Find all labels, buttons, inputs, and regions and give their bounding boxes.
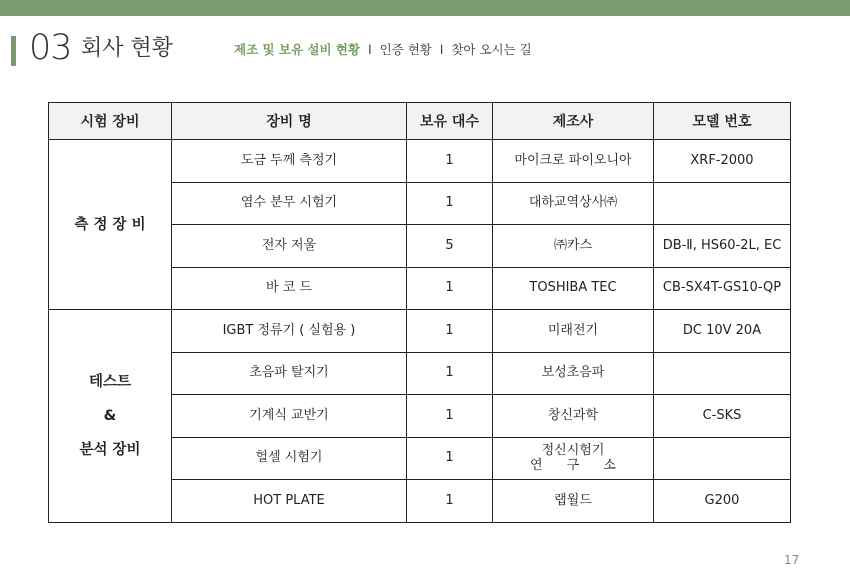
- column-header-manufacturer: 제조사: [493, 103, 654, 140]
- manufacturer-line: 연 구 소: [530, 458, 626, 474]
- cell-quantity: 1: [407, 140, 493, 183]
- cell-quantity: 1: [407, 182, 493, 225]
- cell-quantity: 5: [407, 225, 493, 268]
- group-label-measurement: [49, 140, 172, 310]
- cell-manufacturer: [493, 437, 654, 480]
- nav-item-facilities[interactable]: 제조 및 보유 설비 현황: [234, 42, 361, 57]
- top-banner-bar: [0, 0, 850, 16]
- cell-quantity: 1: [407, 480, 493, 523]
- group-label-line: 테스트: [88, 373, 132, 390]
- page-number: 17: [784, 553, 800, 567]
- cell-quantity: 1: [407, 437, 493, 480]
- cell-manufacturer: 창신과학: [493, 395, 654, 438]
- cell-model-number: C-SKS: [654, 395, 791, 438]
- cell-manufacturer: 보성초음파: [493, 352, 654, 395]
- column-header-quantity: 보유 대수: [407, 103, 493, 140]
- cell-model-number: [654, 437, 791, 480]
- column-header-model-number: 모델 번호: [654, 103, 791, 140]
- cell-equipment-name: HOT PLATE: [172, 480, 407, 523]
- cell-equipment-name: IGBT 정류기 ( 실험용 ): [172, 310, 407, 353]
- cell-manufacturer: 랩월드: [493, 480, 654, 523]
- section-accent-bar: [11, 36, 16, 66]
- cell-model-number: DB-Ⅱ, HS60-2L, EC: [654, 225, 791, 268]
- cell-manufacturer: 마이크로 파이오니아: [493, 140, 654, 183]
- cell-equipment-name: 기계식 교반기: [172, 395, 407, 438]
- cell-quantity: 1: [407, 310, 493, 353]
- group-label-line: 측 정 장 비: [74, 216, 146, 233]
- cell-model-number: DC 10V 20A: [654, 310, 791, 353]
- group-label-line: &: [103, 407, 117, 424]
- cell-equipment-name: 도금 두께 측정기: [172, 140, 407, 183]
- cell-quantity: 1: [407, 395, 493, 438]
- cell-model-number: XRF-2000: [654, 140, 791, 183]
- manufacturer-line: 정신시험기: [541, 443, 605, 459]
- cell-equipment-name: 전자 저울: [172, 225, 407, 268]
- cell-equipment-name: 헐셀 시험기: [172, 437, 407, 480]
- group-label-test-analysis: [49, 310, 172, 523]
- nav-separator: l: [439, 42, 444, 57]
- cell-equipment-name: 염수 분무 시험기: [172, 182, 407, 225]
- cell-manufacturer: 대하교역상사㈜: [493, 182, 654, 225]
- column-header-test-equipment: 시험 장비: [49, 103, 172, 140]
- section-number: 03: [29, 28, 72, 68]
- cell-model-number: CB-SX4T-GS10-QP: [654, 267, 791, 310]
- cell-model-number: [654, 182, 791, 225]
- table-header-row: [49, 103, 791, 140]
- cell-manufacturer: 미래전기: [493, 310, 654, 353]
- cell-quantity: 1: [407, 267, 493, 310]
- table-row: [49, 140, 791, 183]
- nav-item-directions[interactable]: 찾아 오시는 길: [451, 42, 532, 57]
- section-title: 회사 현황: [81, 36, 174, 61]
- cell-equipment-name: 바 코 드: [172, 267, 407, 310]
- cell-equipment-name: 초음파 탈지기: [172, 352, 407, 395]
- section-nav: [234, 41, 532, 59]
- group-label-line: 분석 장비: [79, 441, 141, 458]
- cell-manufacturer: TOSHIBA TEC: [493, 267, 654, 310]
- nav-separator: l: [368, 42, 372, 57]
- equipment-table: [48, 102, 791, 523]
- cell-quantity: 1: [407, 352, 493, 395]
- nav-item-certifications[interactable]: 인증 현황: [379, 42, 432, 57]
- cell-manufacturer: ㈜카스: [493, 225, 654, 268]
- cell-model-number: [654, 352, 791, 395]
- column-header-equipment-name: 장비 명: [172, 103, 407, 140]
- table-row: [49, 310, 791, 353]
- cell-model-number: G200: [654, 480, 791, 523]
